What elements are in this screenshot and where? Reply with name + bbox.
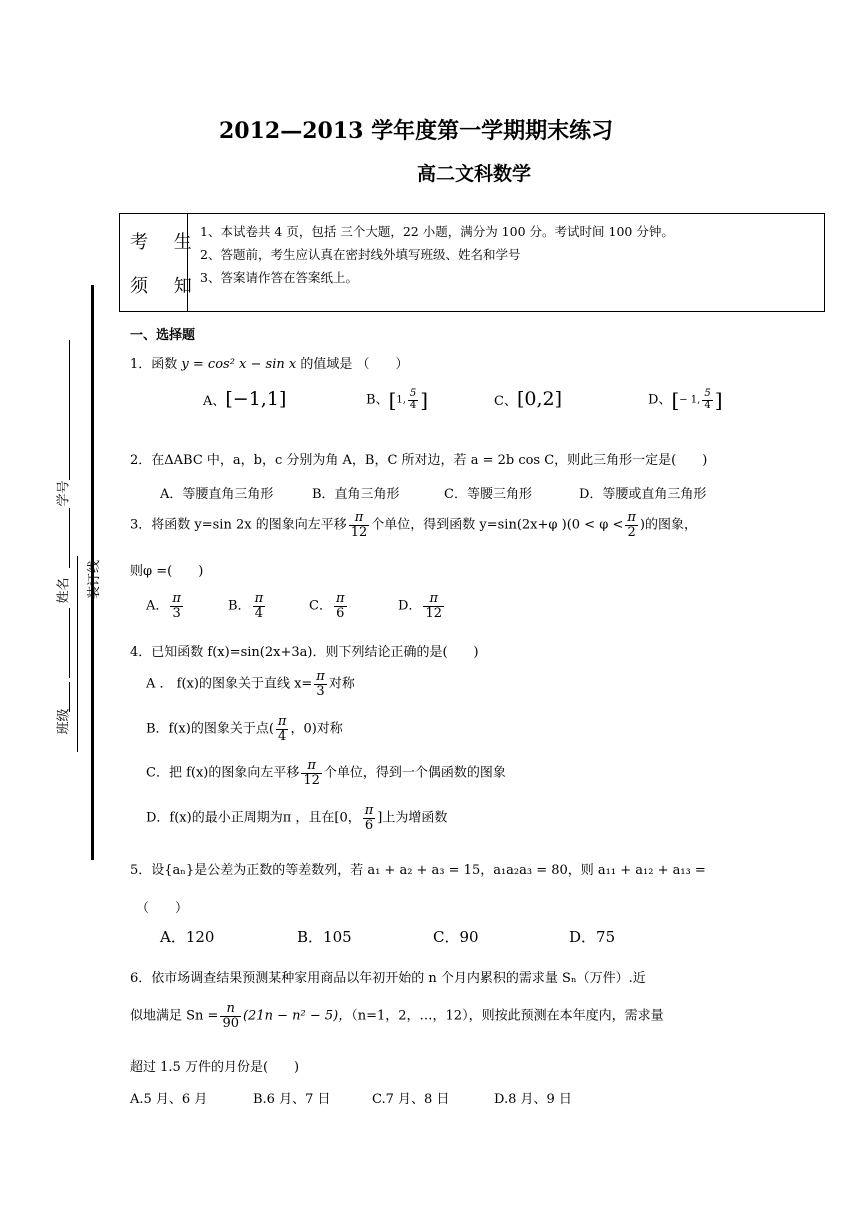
- q1-option-a: [203, 388, 286, 410]
- q3-option-b-label: B．: [228, 598, 251, 614]
- q3-option-c-num: π: [335, 591, 345, 606]
- q1-option-d-label: D、: [648, 392, 672, 408]
- q4-option-c: [146, 759, 506, 787]
- q1-option-c-value: [0,2]: [516, 388, 562, 410]
- seal-line: [77, 556, 78, 752]
- q1-option-d-den: 4: [704, 399, 711, 411]
- q3-option-a-num: π: [172, 591, 181, 606]
- q1-option-b-num: 5: [409, 388, 417, 399]
- q1-option-b: B、[1, $\frac{5}{4}$ ]: [366, 388, 429, 412]
- name-blank-upper: [69, 508, 70, 568]
- q4-option-b-den: 4: [278, 728, 287, 744]
- question-5-stem: 5．设{aₙ}是公差为正数的等差数列，若 a₁ + a₂ + a₃ = 15，a₁a₂a₃ = 80，则 a₁₁ + a₁₂ + a₁₃ =: [130, 863, 706, 878]
- q1-option-b-left: 1,: [396, 394, 406, 406]
- q4-option-c-post: 个单位，得到一个偶函数的图象: [323, 765, 506, 781]
- q4-option-a-num: π: [316, 669, 325, 684]
- q4-option-b-post: ，0)对称: [290, 721, 343, 737]
- q4-option-a-den: 3: [316, 683, 325, 699]
- q1-stem-prefix: 1．函数: [130, 357, 178, 372]
- q2-option-c: C．等腰三角形: [444, 487, 532, 502]
- notice-item-3: 3、答案请作答在答案纸上。: [200, 270, 358, 285]
- q1-option-c-label: C、: [494, 394, 517, 409]
- q4-option-b-num: π: [277, 714, 287, 729]
- q3-option-d-num: π: [423, 592, 444, 607]
- q4-option-a-post: 对称: [328, 676, 355, 692]
- q3-stem-part2: 个单位，得到函数 y=sin(2x+φ )(0 < φ <: [371, 517, 624, 533]
- q6-option-d: D.8 月、9 日: [494, 1092, 572, 1107]
- notice-item-1: 1、本试卷共 4 页，包括 三个大题，22 小题，满分为 100 分。考试时间 100 分钟。: [200, 224, 674, 239]
- q3-stem-part3: )的图象，: [639, 517, 697, 533]
- q3-option-b-den: 4: [254, 605, 263, 621]
- question-6-line1: 6．依市场调查结果预测某种家用商品以年初开始的 n 个月内累积的需求量 Sₙ（万件）.近: [130, 971, 646, 986]
- q4-option-d-num: π: [364, 803, 374, 818]
- q4-option-d-den: 6: [364, 817, 374, 833]
- q3-option-c-label: C．: [309, 598, 332, 614]
- q3-option-b-num: π: [254, 591, 264, 606]
- q1-option-b-label: B、: [366, 392, 389, 408]
- name-label: 姓名: [56, 577, 72, 604]
- q4-option-b-pre: B．f(x)的图象关于点(: [146, 721, 274, 737]
- q3-option-d: [398, 592, 446, 620]
- question-6-line2: [130, 1002, 664, 1030]
- q3-stem-part1: 3．将函数 y=sin 2x 的图象向左平移: [130, 517, 347, 533]
- q6-formula: (21n − n² − 5)，: [242, 1008, 352, 1024]
- q6-option-b: B.6 月、7 日: [253, 1092, 331, 1107]
- q6-frac-den: 90: [222, 1015, 239, 1031]
- name-blank-lower: [69, 608, 70, 678]
- q3-option-a-den: 3: [172, 605, 181, 621]
- student-id-label: 学号: [56, 480, 72, 507]
- q1-formula: y = cos² x − sin x: [181, 357, 297, 372]
- question-2-stem: 2．在ΔABC 中，a，b，c 分别为角 A，B，C 所对边，若 a = 2b cos C，则此三角形一定是( ): [130, 453, 708, 468]
- notice-item-2: 2、答题前，考生应认真在密封线外填写班级、姓名和学号: [200, 247, 521, 262]
- q1-option-a-label: A、: [203, 394, 226, 409]
- q3-stem-line2: 则φ =( ): [130, 564, 204, 579]
- section-heading: 一、选择题: [130, 328, 196, 343]
- q1-option-d-left: − 1,: [679, 394, 701, 406]
- student-id-blank: [69, 340, 70, 480]
- q4-option-d-post: ]上为增函数: [377, 810, 448, 826]
- notice-box: [119, 213, 825, 312]
- notice-label-cell: [120, 214, 202, 311]
- q5-option-c: C．90: [433, 928, 479, 946]
- q3-option-d-label: D．: [398, 598, 422, 614]
- q4-option-d: [146, 804, 447, 832]
- q4-option-a-pre: A ． f(x)的图象关于直线 x=: [146, 676, 313, 692]
- q5-option-b: B．105: [297, 928, 352, 946]
- seal-line-label: 装订线: [87, 559, 103, 600]
- question-3-stem: [130, 511, 697, 539]
- q5-option-d: D．75: [569, 928, 616, 946]
- q3-option-a-label: A．: [146, 598, 169, 614]
- q1-stem-suffix: 的值域是 （ ）: [300, 357, 409, 372]
- q1-option-c: [494, 388, 562, 410]
- q3-frac1-den: 12: [350, 524, 368, 540]
- q4-option-c-den: 12: [303, 772, 320, 788]
- question-1-stem: [130, 353, 408, 372]
- q1-option-d: D、[− 1, $\frac{5}{4}$ ]: [648, 388, 723, 412]
- q3-frac2-num: π: [627, 510, 636, 525]
- q1-option-a-value: [−1,1]: [225, 388, 287, 410]
- q5-option-a: A．120: [160, 928, 215, 946]
- q6-line2-pre: 似地满足 Sn =: [130, 1008, 219, 1024]
- question-6-line3: 超过 1.5 万件的月份是( ): [130, 1060, 300, 1075]
- page-title: 2012—2013 学年度第一学期期末练习: [219, 118, 614, 144]
- q4-option-a: [146, 670, 355, 698]
- q6-option-c: C.7 月、8 日: [372, 1092, 450, 1107]
- notice-label-line2: 须 知: [130, 276, 202, 297]
- notice-label-line1: 考 生: [130, 232, 202, 253]
- class-label: 班级: [56, 708, 72, 735]
- q4-option-c-num: π: [301, 759, 322, 774]
- question-4-stem: 4．已知函数 f(x)=sin(2x+3a)．则下列结论正确的是( ): [130, 645, 479, 660]
- q3-option-c: [309, 592, 349, 620]
- q1-option-d-num: 5: [704, 388, 711, 399]
- q3-frac2-den: 2: [627, 524, 636, 540]
- q5-blank: （ ）: [136, 901, 189, 916]
- q3-option-b: [228, 592, 267, 620]
- q3-option-c-den: 6: [336, 605, 345, 621]
- q2-option-b: B．直角三角形: [312, 487, 400, 502]
- q2-option-a: A．等腰直角三角形: [160, 487, 274, 502]
- q6-frac-num: n: [220, 1002, 241, 1017]
- q2-option-d: D．等腰或直角三角形: [579, 487, 707, 502]
- page-subtitle: 高二文科数学: [417, 163, 532, 185]
- q4-option-d-pre: D．f(x)的最小正周期为π ，且在[0，: [146, 810, 361, 826]
- q3-option-d-den: 12: [425, 605, 442, 621]
- q4-option-b: [146, 715, 343, 743]
- q6-line2-post: （n=1，2，…，12），则按此预测在本年度内，需求量: [351, 1008, 664, 1024]
- q3-frac1-num: π: [349, 511, 370, 526]
- q3-option-a: [146, 592, 185, 620]
- q1-option-b-den: 4: [409, 399, 417, 411]
- q4-option-c-pre: C．把 f(x)的图象向左平移: [146, 765, 300, 781]
- q6-option-a: A.5 月、6 月: [130, 1092, 208, 1107]
